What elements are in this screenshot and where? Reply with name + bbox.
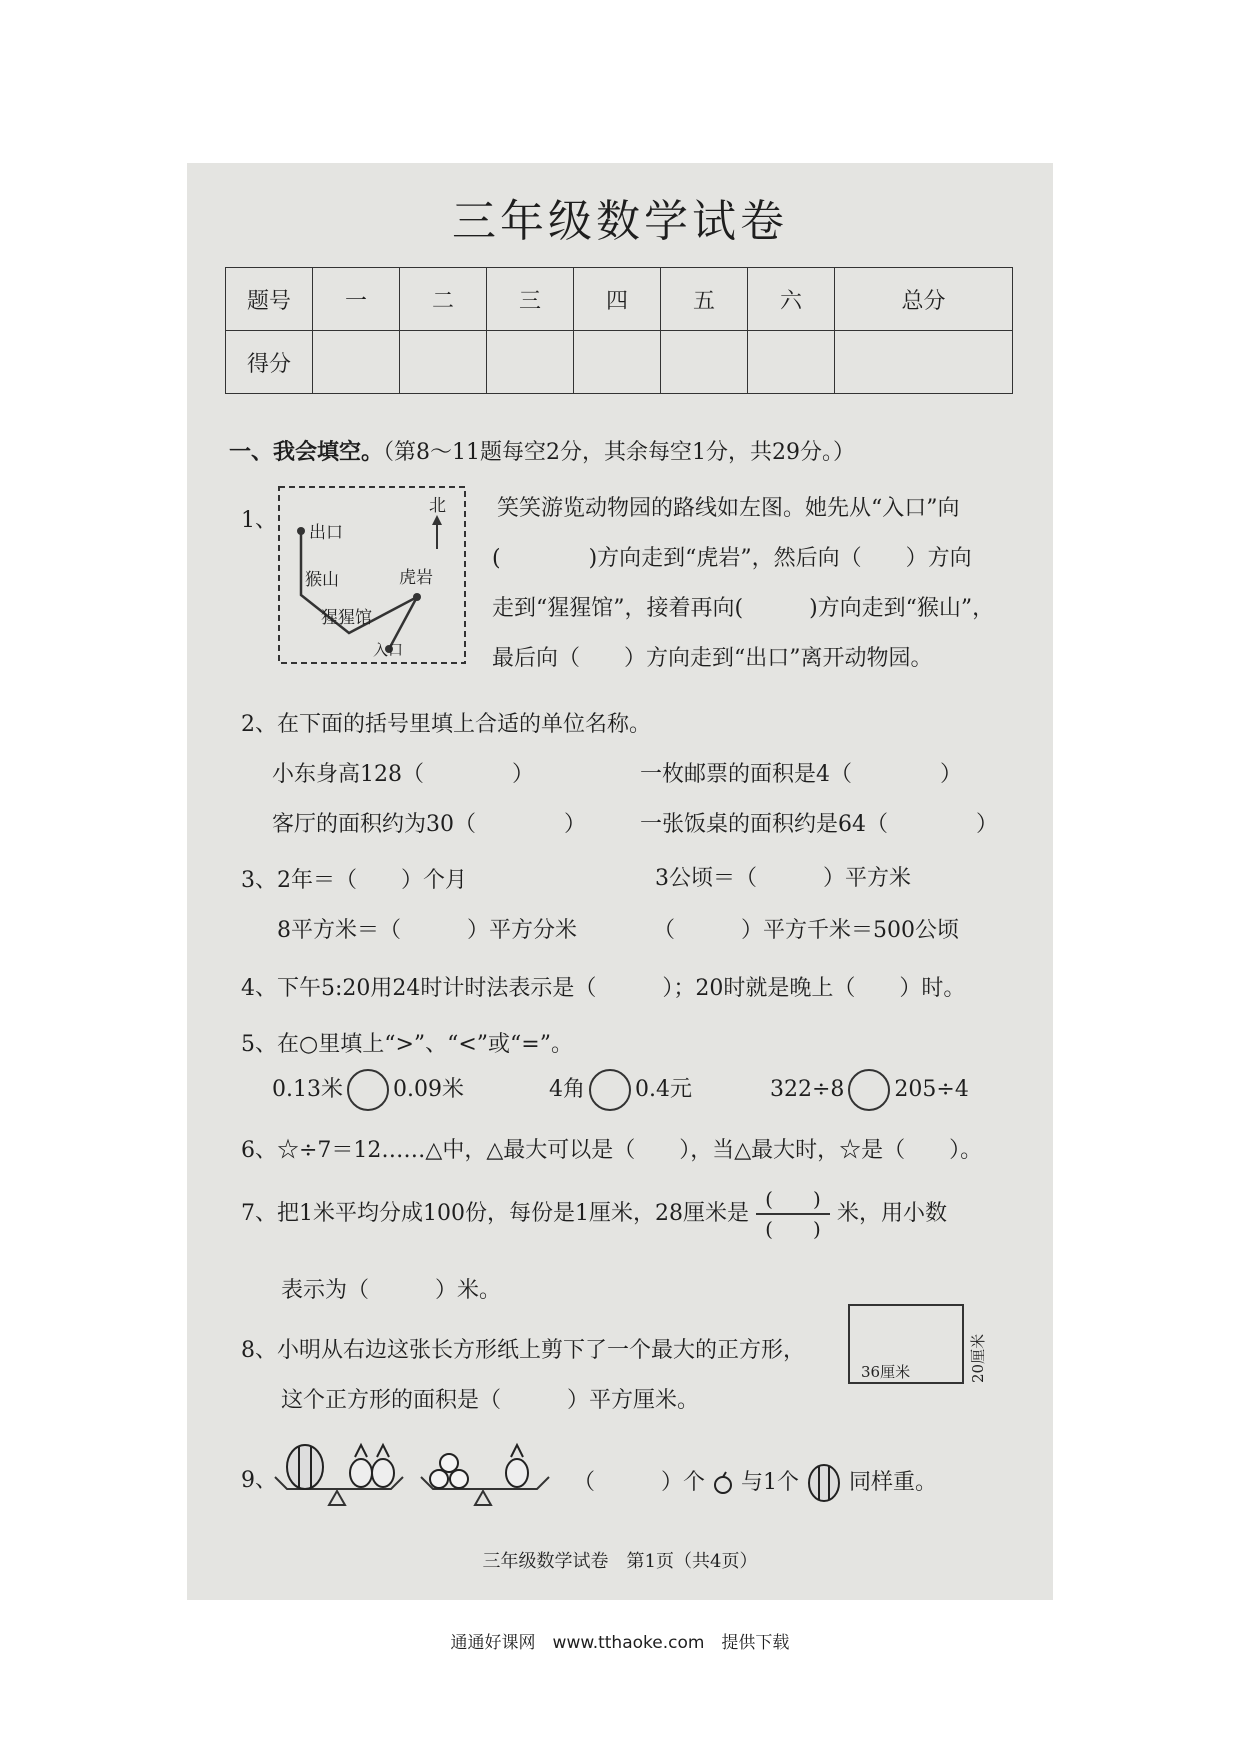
q1-line-3: 走到“猩猩馆”，接着再向( )方向走到“猴山”， bbox=[492, 596, 995, 621]
score-entry-cell[interactable] bbox=[574, 331, 661, 394]
q2-item-b: 一枚邮票的面积是4（ ） bbox=[640, 762, 962, 787]
q2-prompt: 2、在下面的括号里填上合适的单位名称。 bbox=[241, 712, 651, 737]
table-cell: 一 bbox=[313, 268, 400, 331]
rect-width-label: 36厘米 bbox=[861, 1363, 911, 1381]
score-entry-cell[interactable] bbox=[487, 331, 574, 394]
table-cell: 五 bbox=[661, 268, 748, 331]
q8-line-1: 8、小明从右边这张长方形纸上剪下了一个最大的正方形， bbox=[241, 1338, 805, 1363]
q5-c-left: 322÷8 bbox=[770, 1077, 845, 1102]
page-title: 三年级数学试卷 bbox=[452, 196, 788, 247]
table-cell: 三 bbox=[487, 268, 574, 331]
q7-line-2: 表示为（ ）米。 bbox=[281, 1278, 502, 1303]
q9-mid: 与1个 bbox=[741, 1470, 800, 1495]
map-label-tiger-rock: 虎岩 bbox=[399, 568, 433, 588]
compare-circle[interactable] bbox=[589, 1069, 631, 1111]
table-cell: 四 bbox=[574, 268, 661, 331]
compare-circle[interactable] bbox=[848, 1069, 890, 1111]
q9-number: 9、 bbox=[241, 1468, 277, 1493]
zoo-route-map bbox=[277, 485, 469, 665]
q7-fraction-blank[interactable] bbox=[756, 1187, 830, 1241]
q3-item-b: 3公顷＝（ ）平方米 bbox=[655, 866, 911, 891]
q2-item-a: 小东身高128（ ） bbox=[272, 762, 534, 787]
q5-prompt: 5、在○里填上“>”、“<”或“=”。 bbox=[241, 1032, 573, 1057]
watermelon-icon bbox=[806, 1463, 842, 1503]
table-cell: 总分 bbox=[835, 268, 1013, 331]
rect-height-label: 20厘米 bbox=[969, 1333, 987, 1383]
fraction-numerator: ( ) bbox=[765, 1187, 821, 1211]
q1-line-1: 笑笑游览动物园的路线如左图。她先从“入口”向 bbox=[497, 496, 960, 521]
q1-number: 1、 bbox=[241, 508, 277, 533]
table-cell: 题号 bbox=[226, 268, 313, 331]
map-label-gorilla-house: 猩猩馆 bbox=[321, 608, 372, 628]
q5-compare-c bbox=[770, 1069, 969, 1111]
q9-text bbox=[573, 1463, 937, 1503]
q5-c-right: 205÷4 bbox=[894, 1077, 969, 1102]
apple-icon bbox=[712, 1471, 734, 1495]
watermelon-icon bbox=[287, 1445, 323, 1489]
q6-text: 6、☆÷7＝12……△中，△最大可以是（ ），当△最大时，☆是（ ）。 bbox=[241, 1138, 983, 1163]
map-label-exit: 出口 bbox=[309, 523, 343, 543]
q2-item-d: 一张饭桌的面积约是64（ ） bbox=[640, 812, 998, 837]
score-table bbox=[225, 267, 1013, 394]
table-cell: 得分 bbox=[226, 331, 313, 394]
map-label-entrance: 入口 bbox=[373, 641, 404, 659]
score-table-score-row bbox=[226, 331, 1013, 394]
q3-item-d: （ ）平方千米＝500公顷 bbox=[653, 918, 959, 943]
score-entry-cell[interactable] bbox=[835, 331, 1013, 394]
section-1-note: （第8～11题每空2分，其余每空1分，共29分。） bbox=[383, 440, 855, 465]
score-table-header-row bbox=[226, 268, 1013, 331]
q5-b-left: 4角 bbox=[549, 1077, 585, 1102]
score-entry-cell[interactable] bbox=[748, 331, 835, 394]
q9-end: 同样重。 bbox=[849, 1470, 938, 1495]
q7-text-after: 米，用小数 bbox=[836, 1201, 947, 1226]
q3-item-a: 3、2年＝（ ）个月 bbox=[241, 868, 467, 893]
q5-compare-a bbox=[272, 1069, 464, 1111]
q9-blank: （ ）个 bbox=[573, 1470, 706, 1495]
apple-icon bbox=[430, 1470, 448, 1488]
pineapple-icon bbox=[372, 1459, 394, 1487]
q5-a-right: 0.09米 bbox=[393, 1077, 464, 1102]
q2-item-c: 客厅的面积约为30（ ） bbox=[272, 812, 586, 837]
q1-line-4: 最后向（ ）方向走到“出口”离开动物园。 bbox=[492, 646, 933, 671]
exam-paper bbox=[187, 163, 1053, 1600]
q1-line-2: ( )方向走到“虎岩”，然后向（ ）方向 bbox=[492, 546, 972, 571]
q7-line-1 bbox=[241, 1187, 947, 1241]
map-label-north: 北 bbox=[429, 496, 446, 516]
map-label-monkey-hill: 猴山 bbox=[305, 570, 339, 590]
q5-b-right: 0.4元 bbox=[635, 1077, 692, 1102]
page-footer: 三年级数学试卷 第1页（共4页） bbox=[482, 1551, 758, 1572]
fraction-bar bbox=[756, 1213, 830, 1215]
q3-item-c: 8平方米＝（ ）平方分米 bbox=[277, 918, 577, 943]
score-entry-cell[interactable] bbox=[400, 331, 487, 394]
rectangle-paper-figure bbox=[847, 1303, 987, 1393]
score-entry-cell[interactable] bbox=[313, 331, 400, 394]
table-cell: 二 bbox=[400, 268, 487, 331]
pineapple-icon bbox=[350, 1459, 372, 1487]
apple-icon bbox=[440, 1454, 458, 1472]
fraction-denominator: ( ) bbox=[765, 1217, 821, 1241]
compare-circle[interactable] bbox=[347, 1069, 389, 1111]
q7-text-before: 7、把1米平均分成100份，每份是1厘米，28厘米是 bbox=[241, 1201, 749, 1226]
apple-icon bbox=[450, 1470, 468, 1488]
q5-a-left: 0.13米 bbox=[272, 1077, 343, 1102]
table-cell: 六 bbox=[748, 268, 835, 331]
section-1-heading bbox=[229, 435, 855, 466]
q8-line-2: 这个正方形的面积是（ ）平方厘米。 bbox=[281, 1388, 700, 1413]
pineapple-icon bbox=[506, 1459, 528, 1487]
download-credit: 通通好课网 www.tthaoke.com 提供下载 bbox=[450, 1633, 790, 1653]
balance-scales-figure bbox=[271, 1433, 561, 1521]
q5-compare-b bbox=[549, 1069, 692, 1111]
q4-text: 4、下午5:20用24时计时法表示是（ ）；20时就是晚上（ ）时。 bbox=[241, 976, 966, 1001]
score-entry-cell[interactable] bbox=[661, 331, 748, 394]
section-1-title: 一、我会填空。 bbox=[229, 440, 384, 465]
